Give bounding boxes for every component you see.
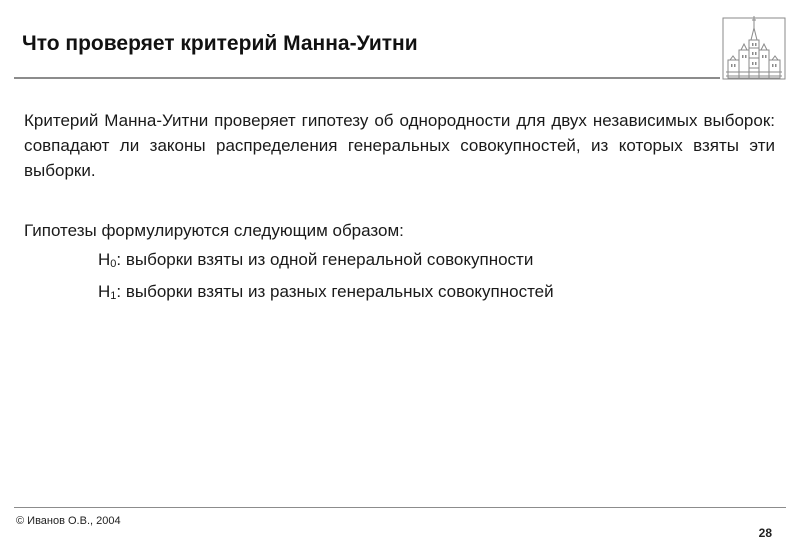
hypotheses-intro: Гипотезы формулируются следующим образом: [24, 221, 404, 240]
hypothesis-symbol: H [98, 282, 111, 301]
hypothesis-text: : выборки взяты из одной генеральной совокупности [116, 250, 534, 269]
body-paragraph: Критерий Манна-Уитни проверяет гипотезу об однородности для двух независимых выборок: совпадают ли законы распределения генеральных совокупностей, из которых взяты эти выборки. [24, 111, 775, 180]
hypothesis-null [98, 247, 533, 272]
footer-divider [14, 507, 786, 508]
slide-title: Что проверяет критерий Манна-Уитни [22, 32, 418, 55]
university-building-icon [722, 14, 786, 80]
hypothesis-index: 0 [110, 258, 117, 270]
title-divider [14, 77, 720, 79]
copyright-text: © Иванов О.В., 2004 [16, 515, 121, 527]
hypothesis-text: : выборки взяты из разных генеральных совокупностей [116, 282, 554, 301]
hypothesis-index: 1 [110, 290, 117, 302]
hypothesis-symbol: H [98, 250, 111, 269]
page-number: 28 [758, 526, 772, 540]
hypothesis-alternative [98, 279, 554, 304]
